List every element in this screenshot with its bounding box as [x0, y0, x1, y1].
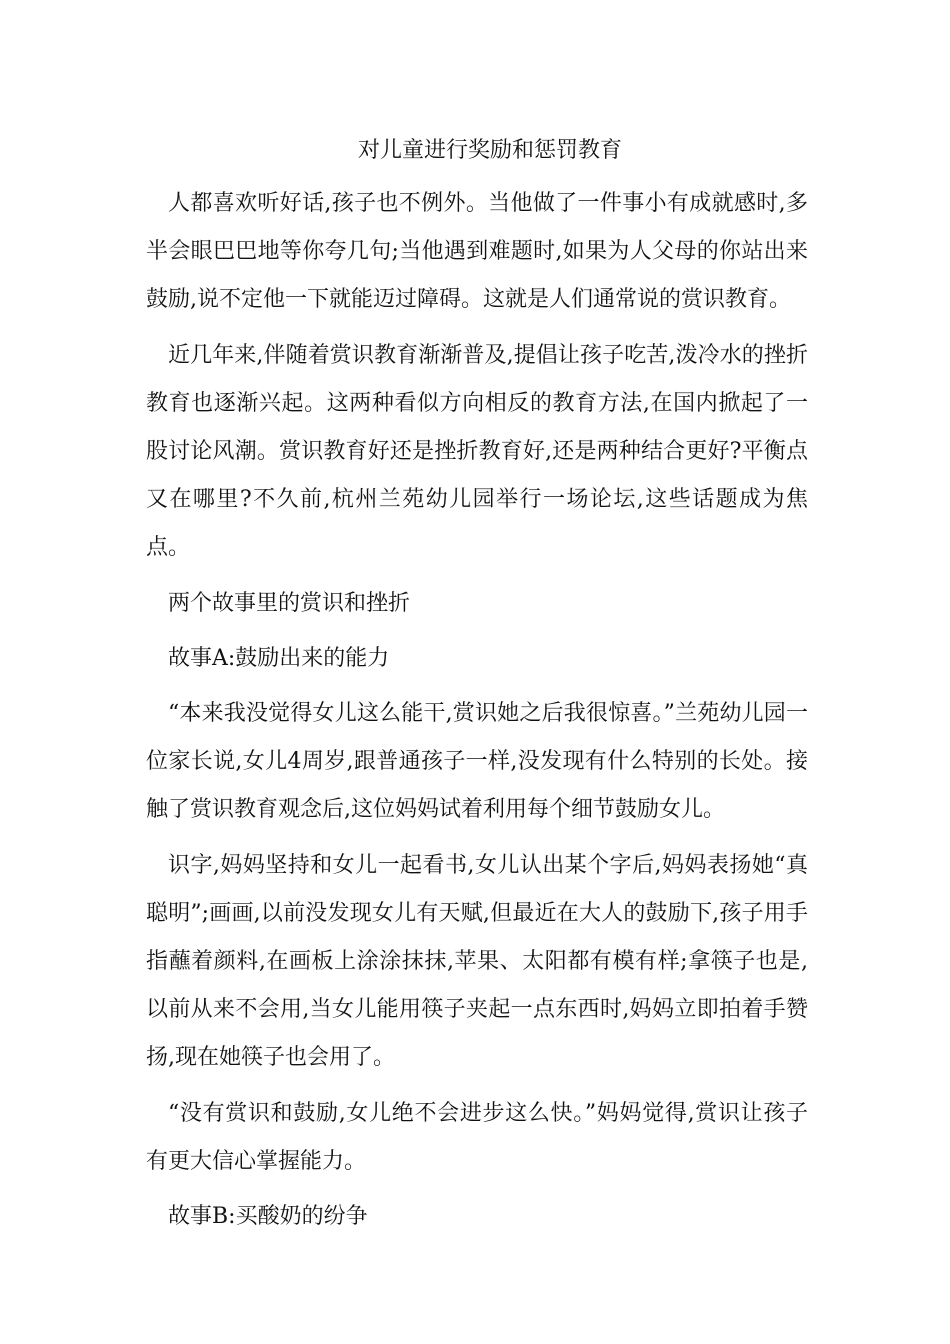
section-heading: 两个故事里的赏识和挫折	[168, 590, 411, 616]
paragraph-intro: 人都喜欢听好话,孩子也不例外。当他做了一件事小有成就感时,多半会眼巴巴地等你夸几句;当他遇到难题时,如果为人父母的你站出来鼓励,说不定他一下就能迈过障碍。这就是人们通常说的赏识教育。	[146, 191, 808, 313]
story-a-paragraph-3: “没有赏识和鼓励,女儿绝不会进步这么快。”妈妈觉得,赏识让孩子有更大信心掌握能力。	[146, 1100, 808, 1174]
story-a-paragraph-2: 识字,妈妈坚持和女儿一起看书,女儿认出某个字后,妈妈表扬她“真聪明”;画画,以前没发现女儿有天赋,但最近在大人的鼓励下,孩子用手指蘸着颜料,在画板上涂涂抹抹,苹果、太阳都有模有样;拿筷子也是,以前从来不会用,当女儿能用筷子夹起一点东西时,妈妈立即拍着手赞扬,现在她筷子也会用了。	[146, 852, 808, 1071]
document-title: 对儿童进行奖励和惩罚教育	[357, 138, 622, 163]
paragraph-background: 近几年来,伴随着赏识教育渐渐普及,提倡让孩子吃苦,泼冷水的挫折教育也逐渐兴起。这两种看似方向相反的教育方法,在国内掀起了一股讨论风潮。赏识教育好还是挫折教育好,还是两种结合更好?平衡点又在哪里?不久前,杭州兰苑幼儿园举行一场论坛,这些话题成为焦点。	[146, 342, 808, 561]
story-a-heading: 故事A:鼓励出来的能力	[168, 645, 390, 671]
document-body	[146, 180, 808, 1248]
story-a-paragraph-1: “本来我没觉得女儿这么能干,赏识她之后我很惊喜。”兰苑幼儿园一位家长说,女儿4周岁,跟普通孩子一样,没发现有什么特别的长处。接触了赏识教育观念后,这位妈妈试着利用每个细节鼓励女儿。	[146, 701, 808, 823]
story-b-heading: 故事B:买酸奶的纷争	[168, 1204, 368, 1230]
